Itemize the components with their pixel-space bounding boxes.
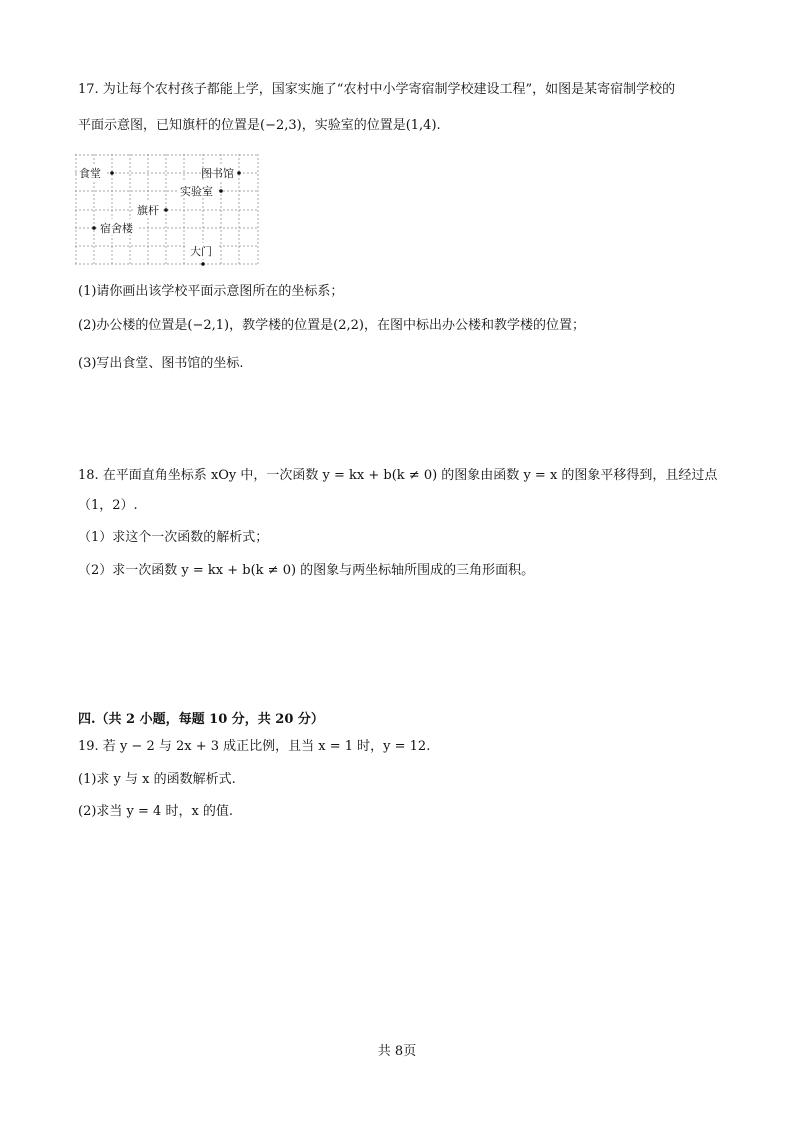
dormitory-label: 宿舍楼	[100, 222, 133, 235]
q17-part3: (3)写出食堂、图书馆的坐标.	[78, 356, 244, 371]
q19-stem: 19. 若 y − 2 与 2x + 3 成正比例，且当 x = 1 时，y = 12.	[78, 739, 431, 754]
q19-part1: (1)求 y 与 x 的函数解析式.	[78, 772, 236, 787]
library-label: 图书馆	[201, 167, 234, 180]
q17-stem-line2: 平面示意图，已知旗杆的位置是(−2,3)，实验室的位置是(1,4).	[78, 118, 441, 133]
q17-part2: (2)办公楼的位置是(−2,1)，教学楼的位置是(2,2)，在图中标出办公楼和教学楼的位置；	[78, 318, 585, 333]
gate-point	[201, 262, 205, 266]
flagpole-point	[164, 208, 168, 212]
lab-label: 实验室	[180, 185, 213, 198]
canteen-label: 食堂	[79, 167, 101, 180]
q18-part2: （2）求一次函数 y = kx + b(k ≠ 0) 的图象与两坐标轴所围成的三角形面积。	[78, 563, 535, 578]
lab-point	[219, 189, 223, 193]
q17-part1: (1)请你画出该学校平面示意图所在的坐标系；	[78, 284, 344, 299]
q17-stem-line1: 17. 为让每个农村孩子都能上学，国家实施了“农村中小学寄宿制学校建设工程”，如图是某寄宿制学校的	[78, 82, 676, 97]
page-footer: 共 8页	[377, 1044, 417, 1059]
q18-stem-line1: 18. 在平面直角坐标系 xOy 中，一次函数 y = kx + b(k ≠ 0) 的图象由函数 y = x 的图象平移得到，且经过点	[78, 468, 718, 483]
canteen-point	[110, 171, 114, 175]
flagpole-label: 旗杆	[137, 204, 159, 217]
q18-stem-line2: （1，2）.	[78, 498, 138, 513]
q18-part1: （1）求这个一次函数的解析式；	[78, 530, 269, 545]
school-map-grid	[75, 154, 261, 266]
gate-label: 大门	[190, 245, 212, 258]
q19-part2: (2)求当 y = 4 时，x 的值.	[78, 804, 234, 819]
section4-heading: 四.（共 2 小题，每题 10 分，共 20 分）	[78, 712, 324, 727]
dormitory-point	[92, 226, 96, 230]
library-point	[237, 171, 241, 175]
